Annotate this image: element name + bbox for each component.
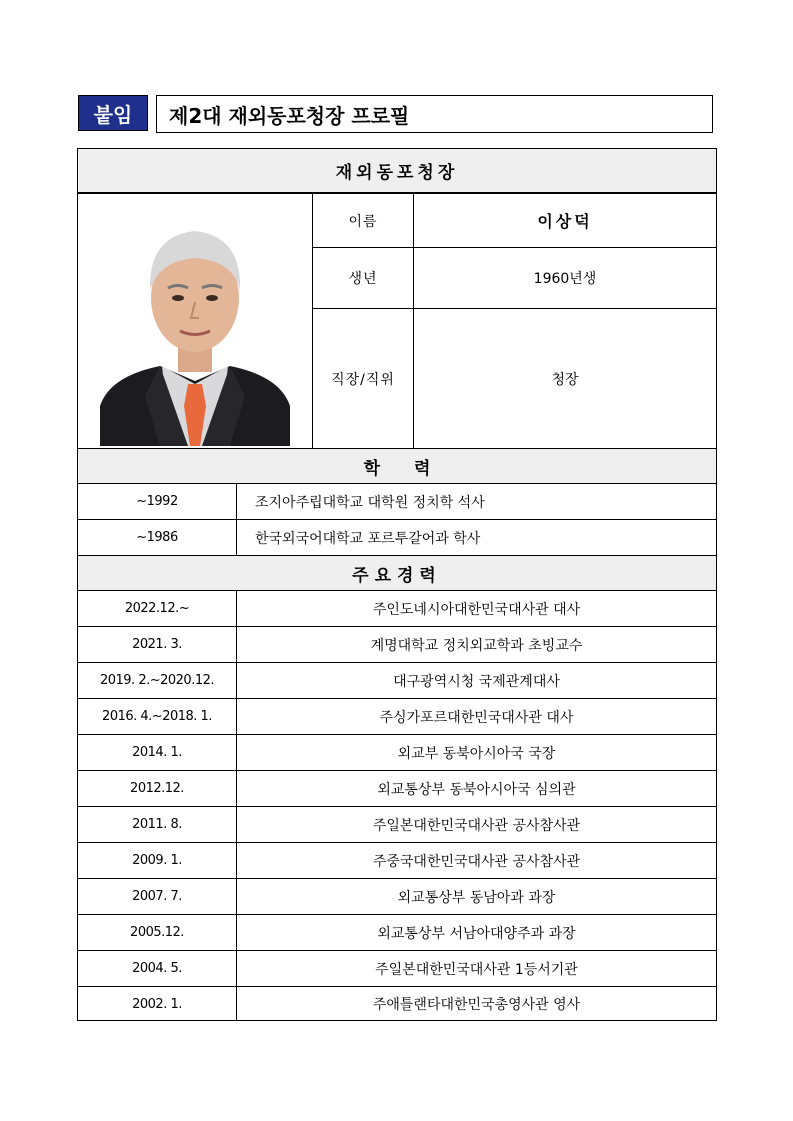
- education-desc-2: 한국외국어대학교 포르투갈어과 학사: [255, 530, 481, 547]
- career-date-5: 2014. 1.: [132, 745, 182, 760]
- career-date-3: 2019. 2.~2020.12.: [99, 673, 215, 688]
- name-value: 이상덕: [537, 212, 593, 231]
- career-date-1: 2022.12.~: [124, 601, 190, 616]
- name-label: 이름: [348, 213, 378, 230]
- career-desc-6: 외교통상부 동북아시아국 심의관: [377, 781, 576, 798]
- career-date-8: 2009. 1.: [132, 853, 182, 868]
- career-desc-2: 계명대학교 정치외교학과 초빙교수: [370, 637, 583, 654]
- career-desc-7: 주일본대한민국대사관 공사참사관: [372, 817, 581, 834]
- career-desc-12: 주애틀랜타대한민국총영사관 영사: [372, 997, 581, 1013]
- position-value: 청장: [551, 371, 579, 388]
- career-date-4: 2016. 4.~2018. 1.: [102, 709, 212, 724]
- education-date-1: ~1992: [136, 494, 178, 509]
- career-desc-8: 주중국대한민국대사관 공사참사관: [372, 853, 581, 870]
- career-desc-10: 외교통상부 서남아대양주과 과장: [377, 925, 576, 942]
- document-header: [78, 95, 713, 133]
- career-date-11: 2004. 5.: [132, 961, 182, 976]
- document-title: 제2대 재외동포청장 프로필: [156, 95, 713, 133]
- career-desc-9: 외교통상부 동남아과 과장: [397, 889, 556, 906]
- career-desc-11: 주일본대한민국대사관 1등서기관: [375, 961, 578, 978]
- career-desc-4: 주싱가포르대한민국대사관 대사: [379, 709, 574, 726]
- career-desc-1: 주인도네시아대한민국대사관 대사: [372, 601, 581, 618]
- profile-table: [77, 148, 717, 1021]
- career-date-10: 2005.12.: [130, 925, 184, 940]
- career-desc-3: 대구광역시청 국제관계대사: [393, 673, 560, 690]
- career-date-12: 2002. 1.: [132, 996, 182, 1012]
- career-date-6: 2012.12.: [130, 781, 184, 796]
- education-desc-1: 조지아주립대학교 대학원 정치학 석사: [255, 494, 485, 511]
- education-date-2: ~1986: [136, 530, 178, 545]
- portrait-person-icon: [100, 206, 290, 446]
- education-section-title: 학 력: [78, 449, 716, 483]
- career-date-9: 2007. 7.: [132, 889, 182, 904]
- career-section-title: 주요경력: [78, 556, 716, 590]
- portrait-photo: [100, 206, 290, 446]
- attachment-badge: 붙임: [78, 95, 148, 131]
- profile-section-title: 재외동포청장: [78, 149, 716, 192]
- position-label: 직장/직위: [331, 371, 395, 388]
- birth-value: 1960년생: [533, 271, 597, 287]
- career-date-7: 2011. 8.: [132, 817, 182, 832]
- birth-label: 생년: [348, 271, 378, 287]
- career-desc-5: 외교부 동북아시아국 국장: [397, 745, 556, 762]
- career-date-2: 2021. 3.: [132, 637, 182, 652]
